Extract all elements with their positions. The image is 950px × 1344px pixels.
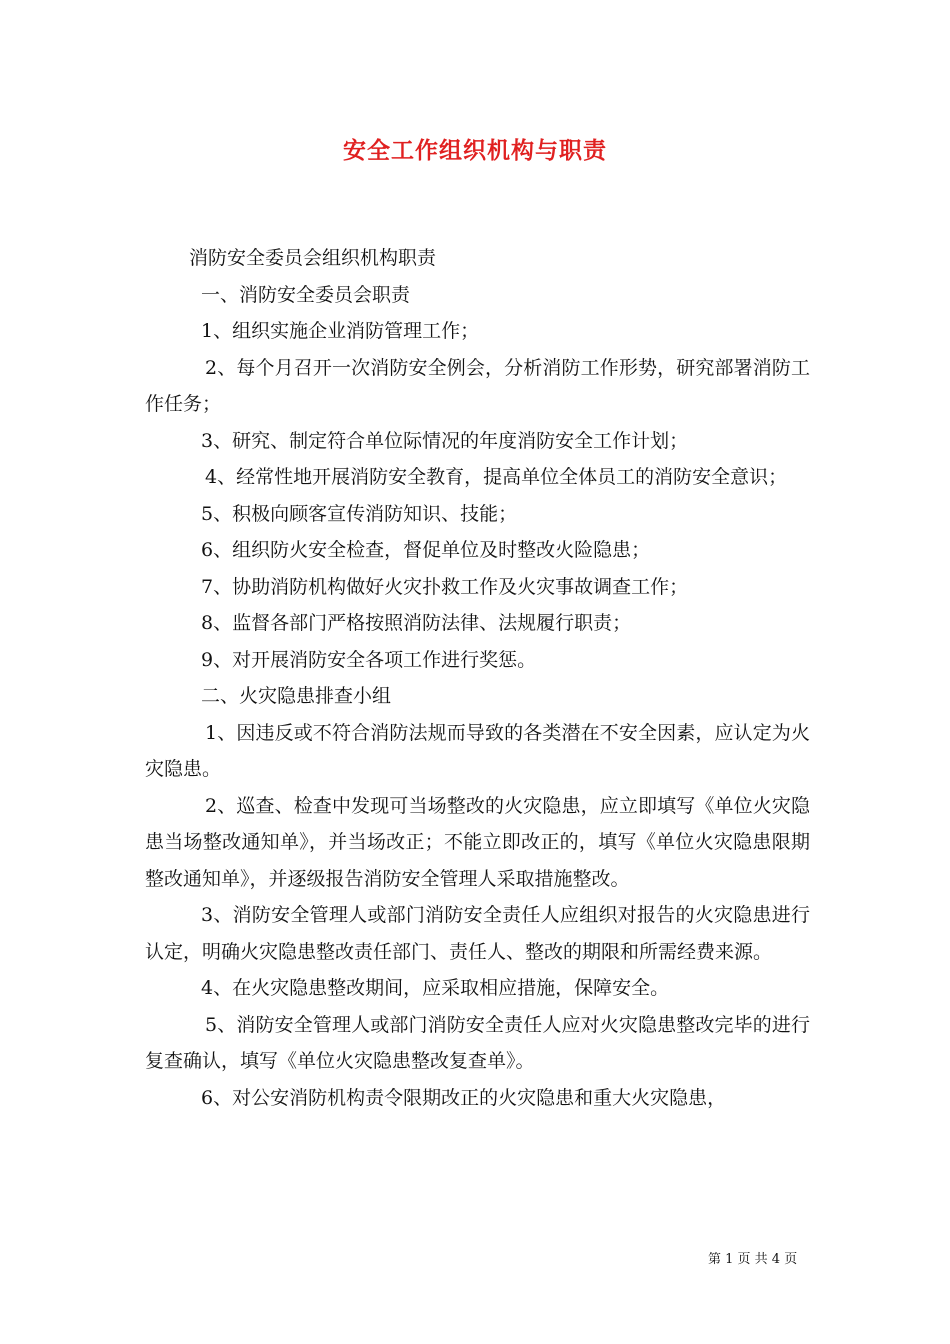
paragraph: 3、研究、制定符合单位际情况的年度消防安全工作计划； [201, 429, 689, 452]
paragraph: 7、协助消防机构做好火灾扑救工作及火灾事故调查工作； [201, 575, 689, 598]
paragraph: 2、每个月召开一次消防安全例会，分析消防工作形势，研究部署消防工作任务； [145, 356, 810, 415]
paragraph: 4、经常性地开展消防安全教育，提高单位全体员工的消防安全意识； [205, 466, 788, 488]
page-number-footer: 第 1 页 共 4 页 [708, 1252, 798, 1267]
paragraph: 2、巡查、检查中发现可当场整改的火灾隐患，应立即填写《单位火灾隐患当场整改通知单》，并当场改正；不能立即改正的，填写《单位火灾隐患限期整改通知单》，并逐级报告消防安全管理人采取措施整改。 [145, 794, 810, 890]
paragraph: 1、因违反或不符合消防法规而导致的各类潜在不安全因素，应认定为火灾隐患。 [145, 721, 810, 780]
paragraph: 9、对开展消防安全各项工作进行奖惩。 [201, 648, 537, 671]
section-heading-2: 二、火灾隐患排查小组 [201, 685, 392, 707]
paragraph: 4、在火灾隐患整改期间，应采取相应措施，保障安全。 [201, 977, 670, 999]
paragraph: 5、积极向顾客宣传消防知识、技能； [201, 502, 518, 525]
paragraph: 3、消防安全管理人或部门消防安全责任人应组织对报告的火灾隐患进行认定，明确火灾隐患整改责任部门、责任人、整改的期限和所需经费来源。 [145, 904, 810, 963]
section-heading-1: 一、消防安全委员会职责 [201, 283, 411, 306]
paragraph: 8、监督各部门严格按照消防法律、法规履行职责； [201, 612, 632, 634]
paragraph: 1、组织实施企业消防管理工作； [201, 320, 480, 342]
document-body [145, 240, 810, 1116]
paragraph: 6、对公安消防机构责令限期改正的火灾隐患和重大火灾隐患， [201, 1086, 727, 1109]
paragraph: 6、组织防火安全检查，督促单位及时整改火险隐患； [201, 539, 651, 561]
paragraph-heading: 消防安全委员会组织机构职责 [189, 247, 437, 269]
paragraph: 5、消防安全管理人或部门消防安全责任人应对火灾隐患整改完毕的进行复查确认，填写《单位火灾隐患整改复查单》。 [145, 1013, 810, 1072]
document-title: 安全工作组织机构与职责 [343, 137, 607, 164]
